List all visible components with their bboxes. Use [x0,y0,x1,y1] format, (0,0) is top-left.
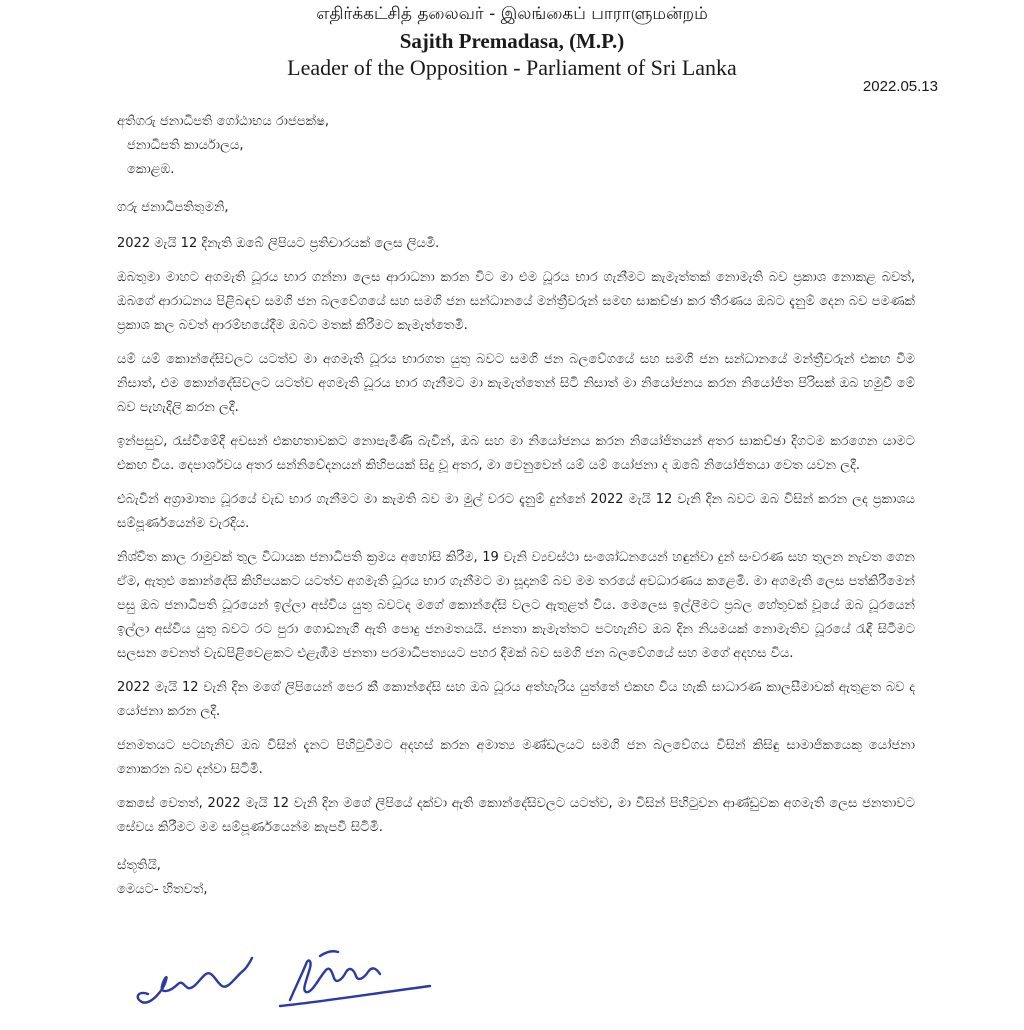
paragraph-8: ජනමතයට පටහැනිව ඔබ විසින් දැනට පිහිටුවීමට අදහස් කරන අමාත්‍ය මණ්ඩලයට සමගි ජන බලවේගය විසින් කිසිඳු සාමාජිකයෙකු යෝජනා නොකරන බව දන්වා සිටිමි. [117,738,915,777]
letterhead [0,0,1024,79]
paragraph-2: ඔබතුමා මාහට අගමැති ධූරය භාර ගන්නා ලෙස ආරාධනා කරන විට මා එම ධූරය භාර ගැනීමට කැමැත්තක් නොමැති බව ප්‍රකාශ නොකළ බවත්, ඔබගේ ආරාධනය පිළිබඳව සමගි ජන බලවේගයේ සහ සමගි ජන සන්ධානයේ මන්ත්‍රීවරුන් සමඟ සාකච්ඡා කර තීරණය ඔබට දැනුම් දෙන බව පමණක් ප්‍රකාශ කල බවත් ආරම්භයේදීම ඔබට මතක් කිරීමට කැමැත්තෙමි. [117,270,915,333]
letterhead-tamil-title: எதிர்க்கட்சித் தலைவர் - இலங்கைப் பாராளுமன்றம் [316,4,708,24]
salutation: ගරු ජනාධිපතිතුමනි, [117,200,229,215]
paragraph-4: ඉන්පසුව, රැස්වීමේදී අවසන් එකඟතාවකට නොපැමිණි බැවින්, ඔබ සහ මා නියෝජනය කරන නියෝජිතයන් අතර සාකච්ඡා දිගටම කරගෙන යාමට එකඟ විය. දෙපාර්ශවය අතර සන්නිවේදනයන් කිහිපයක් සිදු වූ අතර, මා වෙනුවෙන් යම් යම් යෝජනා ද ඔබේ නියෝජිතයා වෙත යවන ලදී. [117,434,915,473]
letterhead-name: Sajith Premadasa, (M.P.) [399,29,625,53]
paragraph-3: යම් යම් කොන්දේසිවලට යටත්ව මා අගමැති ධූරය භාරගත යුතු බවට සමගි ජන බලවේගයේ සහ සමගි ජන සන්ධානයේ මන්ත්‍රීවරුන් එකඟ වීම නිසාත්, එම කොන්දේසිවලට යටත්ව අගමැති ධූරය භාර ගැනීමට මා කැමැත්තෙන් සිටි නිසාත් මා නියෝජනය කරන නියෝජිත පිරිසක් ඔබ හමුවී මේ බව පැහැදිලි කරන ලදී. [117,352,915,415]
paragraph-1: 2022 මැයි 12 දිනැති ඔබේ ලිපියට ප්‍රතිචාරයක් ලෙස ලියමි. [117,236,440,251]
paragraph-5: එබැවින් අග්‍රාමාත්‍ය ධූරයේ වැඩ භාර ගැනීමට මා කැමති බව මා මුල් වරට දැනුම් දුන්නේ 2022 මැයි 12 වැනි දින බවට ඔබ විසින් කරන ලද ප්‍රකාශය සම්පූර්ණයෙන්ම වැරදිය. [117,492,915,531]
closing-yours: මෙයට- හිතවත්, [117,882,208,897]
signature-stroke-1 [138,958,252,1003]
paragraph-7: 2022 මැයි 12 වැනි දින මගේ ලිපියෙන් පෙර කී කොන්දේසි සහ ඔබ ධූරය අත්හැරිය යුත්තේ එකඟ විය හැකි සාධාරණ කාලසීමාවක් ඇතුළත බව ද යෝජනා කරන ලදී. [117,680,915,719]
signature-stroke-3 [280,986,430,1006]
paragraph-9: කෙසේ වෙතත්, 2022 මැයි 12 වැනි දින මගේ ලිපියේ දක්වා ඇති කොන්දේසිවලට යටත්ව, මා විසින් පිහිටුවන ආණ්ඩුවක අගමැති ලෙස ජනතාවට සේවය කිරීමට මම සම්පූර්ණයෙන්ම කැපවී සිටිමි. [117,796,915,835]
address-line-2: ජනාධිපති කාර්යාලය, [127,138,244,153]
signature [120,930,440,1030]
paragraph-6: නිශ්චිත කාල රාමුවක් තුල විධායක ජනාධිපති ක්‍රමය අහෝසි කිරීම, 19 වැනි ව්‍යවස්ථා සංශෝධනයෙන් හඳුන්වා දුන් සංවරණ සහ තුලන නැවත ගෙන ඒම, ඇතුළු කොන්දේසි කිහිපයකට යටත්ව අගමැති ධූරය භාර ගැනීමට මා සූදානම් බව මම තරයේ අවධාරණය කළෙමි. මා අගමැති ලෙස පත්කිරීමෙන් පසු ඔබ ජනාධිපති ධූරයෙන් ඉල්ලා අස්විය යුතු බවටද මගේ කොන්දේසි වලට ඇතුළත් විය. මෙලෙස ඉල්ලීමට ප්‍රබල හේතුවක් වූයේ ඔබ ධූරයෙන් ඉල්ලා අස්විය යුතු බවට රට පුරා ගොඩනැගී ඇති පොදු ජනමතයයි. ජනතා කැමැත්තට පටහැනිව ඔබ දින නියමයක් නොමැතිව ධූරයේ රැඳී සිටීමට සලසන වෙනත් වැඩපිළිවෙළකට එළැඹීම ජනතා පරමාධිපත්‍යයට පහර දීමක් බව සමගි ජන බලවේගයේ සහ මගේ අදහස විය. [117,550,915,661]
letter-date: 2022.05.13 [862,78,938,95]
letterhead-title: Leader of the Opposition - Parliament of Sri Lanka [287,55,737,80]
address-line-1: අතිගරු ජනාධිපති ගෝඨාභය රාජපක්ෂ, [117,114,330,129]
closing [117,854,915,902]
closing-thanks: ස්තූතියි, [117,858,161,873]
address-line-3: කොළඹ. [127,162,175,177]
signature-stroke-4 [320,951,338,956]
letter-body [117,110,915,902]
